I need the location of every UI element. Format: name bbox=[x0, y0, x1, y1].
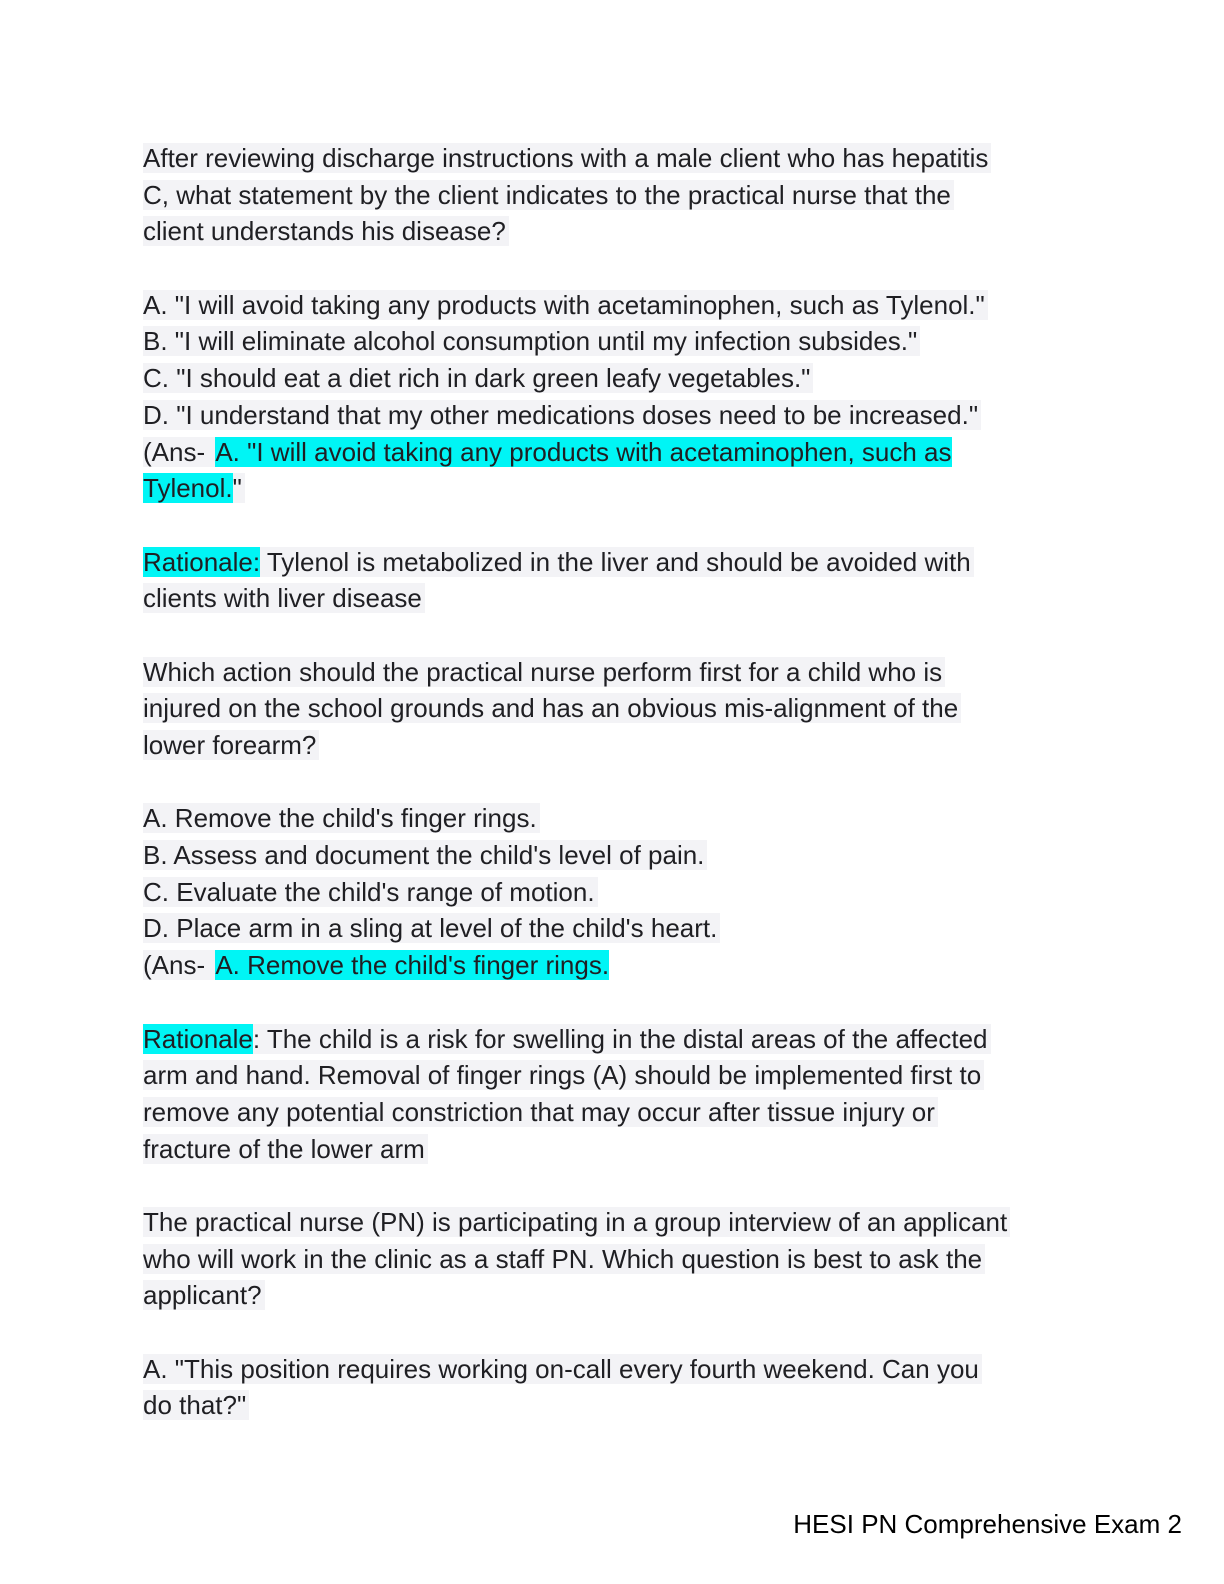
stem-line: Which action should the practical nurse perform first for a child who is bbox=[143, 657, 945, 687]
rationale-text: arm and hand. Removal of finger rings (A) should be implemented first to bbox=[143, 1060, 984, 1090]
rationale-text: Tylenol is metabolized in the liver and should be avoided with bbox=[260, 547, 974, 577]
footer-title: HESI PN Comprehensive Exam 2 bbox=[793, 1509, 1182, 1539]
rationale-text: : The child is a risk for swelling in the distal areas of the affected bbox=[253, 1024, 991, 1054]
answer-highlight: Tylenol. bbox=[143, 473, 233, 504]
rationale-label: Rationale bbox=[143, 1023, 253, 1054]
answer-prefix: (Ans- bbox=[143, 437, 215, 467]
rationale-text: fracture of the lower arm bbox=[143, 1134, 428, 1164]
stem-line: injured on the school grounds and has an obvious mis-alignment of the bbox=[143, 693, 961, 723]
answer-tail: " bbox=[233, 473, 245, 503]
document-body bbox=[143, 140, 1103, 1424]
rationale-text: clients with liver disease bbox=[143, 583, 425, 613]
option-b: B. Assess and document the child's level of pain. bbox=[143, 840, 707, 870]
option-a: A. Remove the child's finger rings. bbox=[143, 803, 540, 833]
stem-line: client understands his disease? bbox=[143, 216, 509, 246]
question-2 bbox=[143, 654, 1103, 1168]
stem-line: lower forearm? bbox=[143, 730, 319, 760]
option-c: C. Evaluate the child's range of motion. bbox=[143, 877, 598, 907]
answer-highlight: A. Remove the child's finger rings. bbox=[215, 950, 610, 981]
question-1-answer bbox=[143, 434, 1103, 507]
question-1-rationale bbox=[143, 544, 1103, 617]
rationale-text: remove any potential constriction that may occur after tissue injury or bbox=[143, 1097, 938, 1127]
stem-line: After reviewing discharge instructions with a male client who has hepatitis bbox=[143, 143, 991, 173]
answer-highlight: A. "I will avoid taking any products with acetaminophen, such as bbox=[215, 436, 952, 467]
option-a: A. "I will avoid taking any products with acetaminophen, such as Tylenol." bbox=[143, 290, 988, 320]
option-b: B. "I will eliminate alcohol consumption until my infection subsides." bbox=[143, 326, 920, 356]
question-3-stem bbox=[143, 1204, 1103, 1314]
option-c: C. "I should eat a diet rich in dark green leafy vegetables." bbox=[143, 363, 813, 393]
question-2-options bbox=[143, 800, 1103, 947]
question-2-rationale bbox=[143, 1021, 1103, 1168]
question-1 bbox=[143, 140, 1103, 617]
rationale-label: Rationale: bbox=[143, 546, 261, 577]
question-3-options bbox=[143, 1351, 1103, 1424]
stem-line: The practical nurse (PN) is participating in a group interview of an applicant bbox=[143, 1207, 1010, 1237]
answer-prefix: (Ans- bbox=[143, 950, 215, 980]
stem-line: C, what statement by the client indicates to the practical nurse that the bbox=[143, 180, 954, 210]
question-1-options bbox=[143, 287, 1103, 434]
question-3 bbox=[143, 1204, 1103, 1424]
option-a: A. "This position requires working on-call every fourth weekend. Can you bbox=[143, 1354, 982, 1384]
option-d: D. "I understand that my other medications doses need to be increased." bbox=[143, 400, 981, 430]
option-a-continued: do that?" bbox=[143, 1390, 249, 1420]
question-2-answer bbox=[143, 947, 1103, 984]
stem-line: applicant? bbox=[143, 1280, 265, 1310]
stem-line: who will work in the clinic as a staff PN. Which question is best to ask the bbox=[143, 1244, 985, 1274]
question-1-stem bbox=[143, 140, 1103, 250]
option-d: D. Place arm in a sling at level of the child's heart. bbox=[143, 913, 720, 943]
question-2-stem bbox=[143, 654, 1103, 764]
